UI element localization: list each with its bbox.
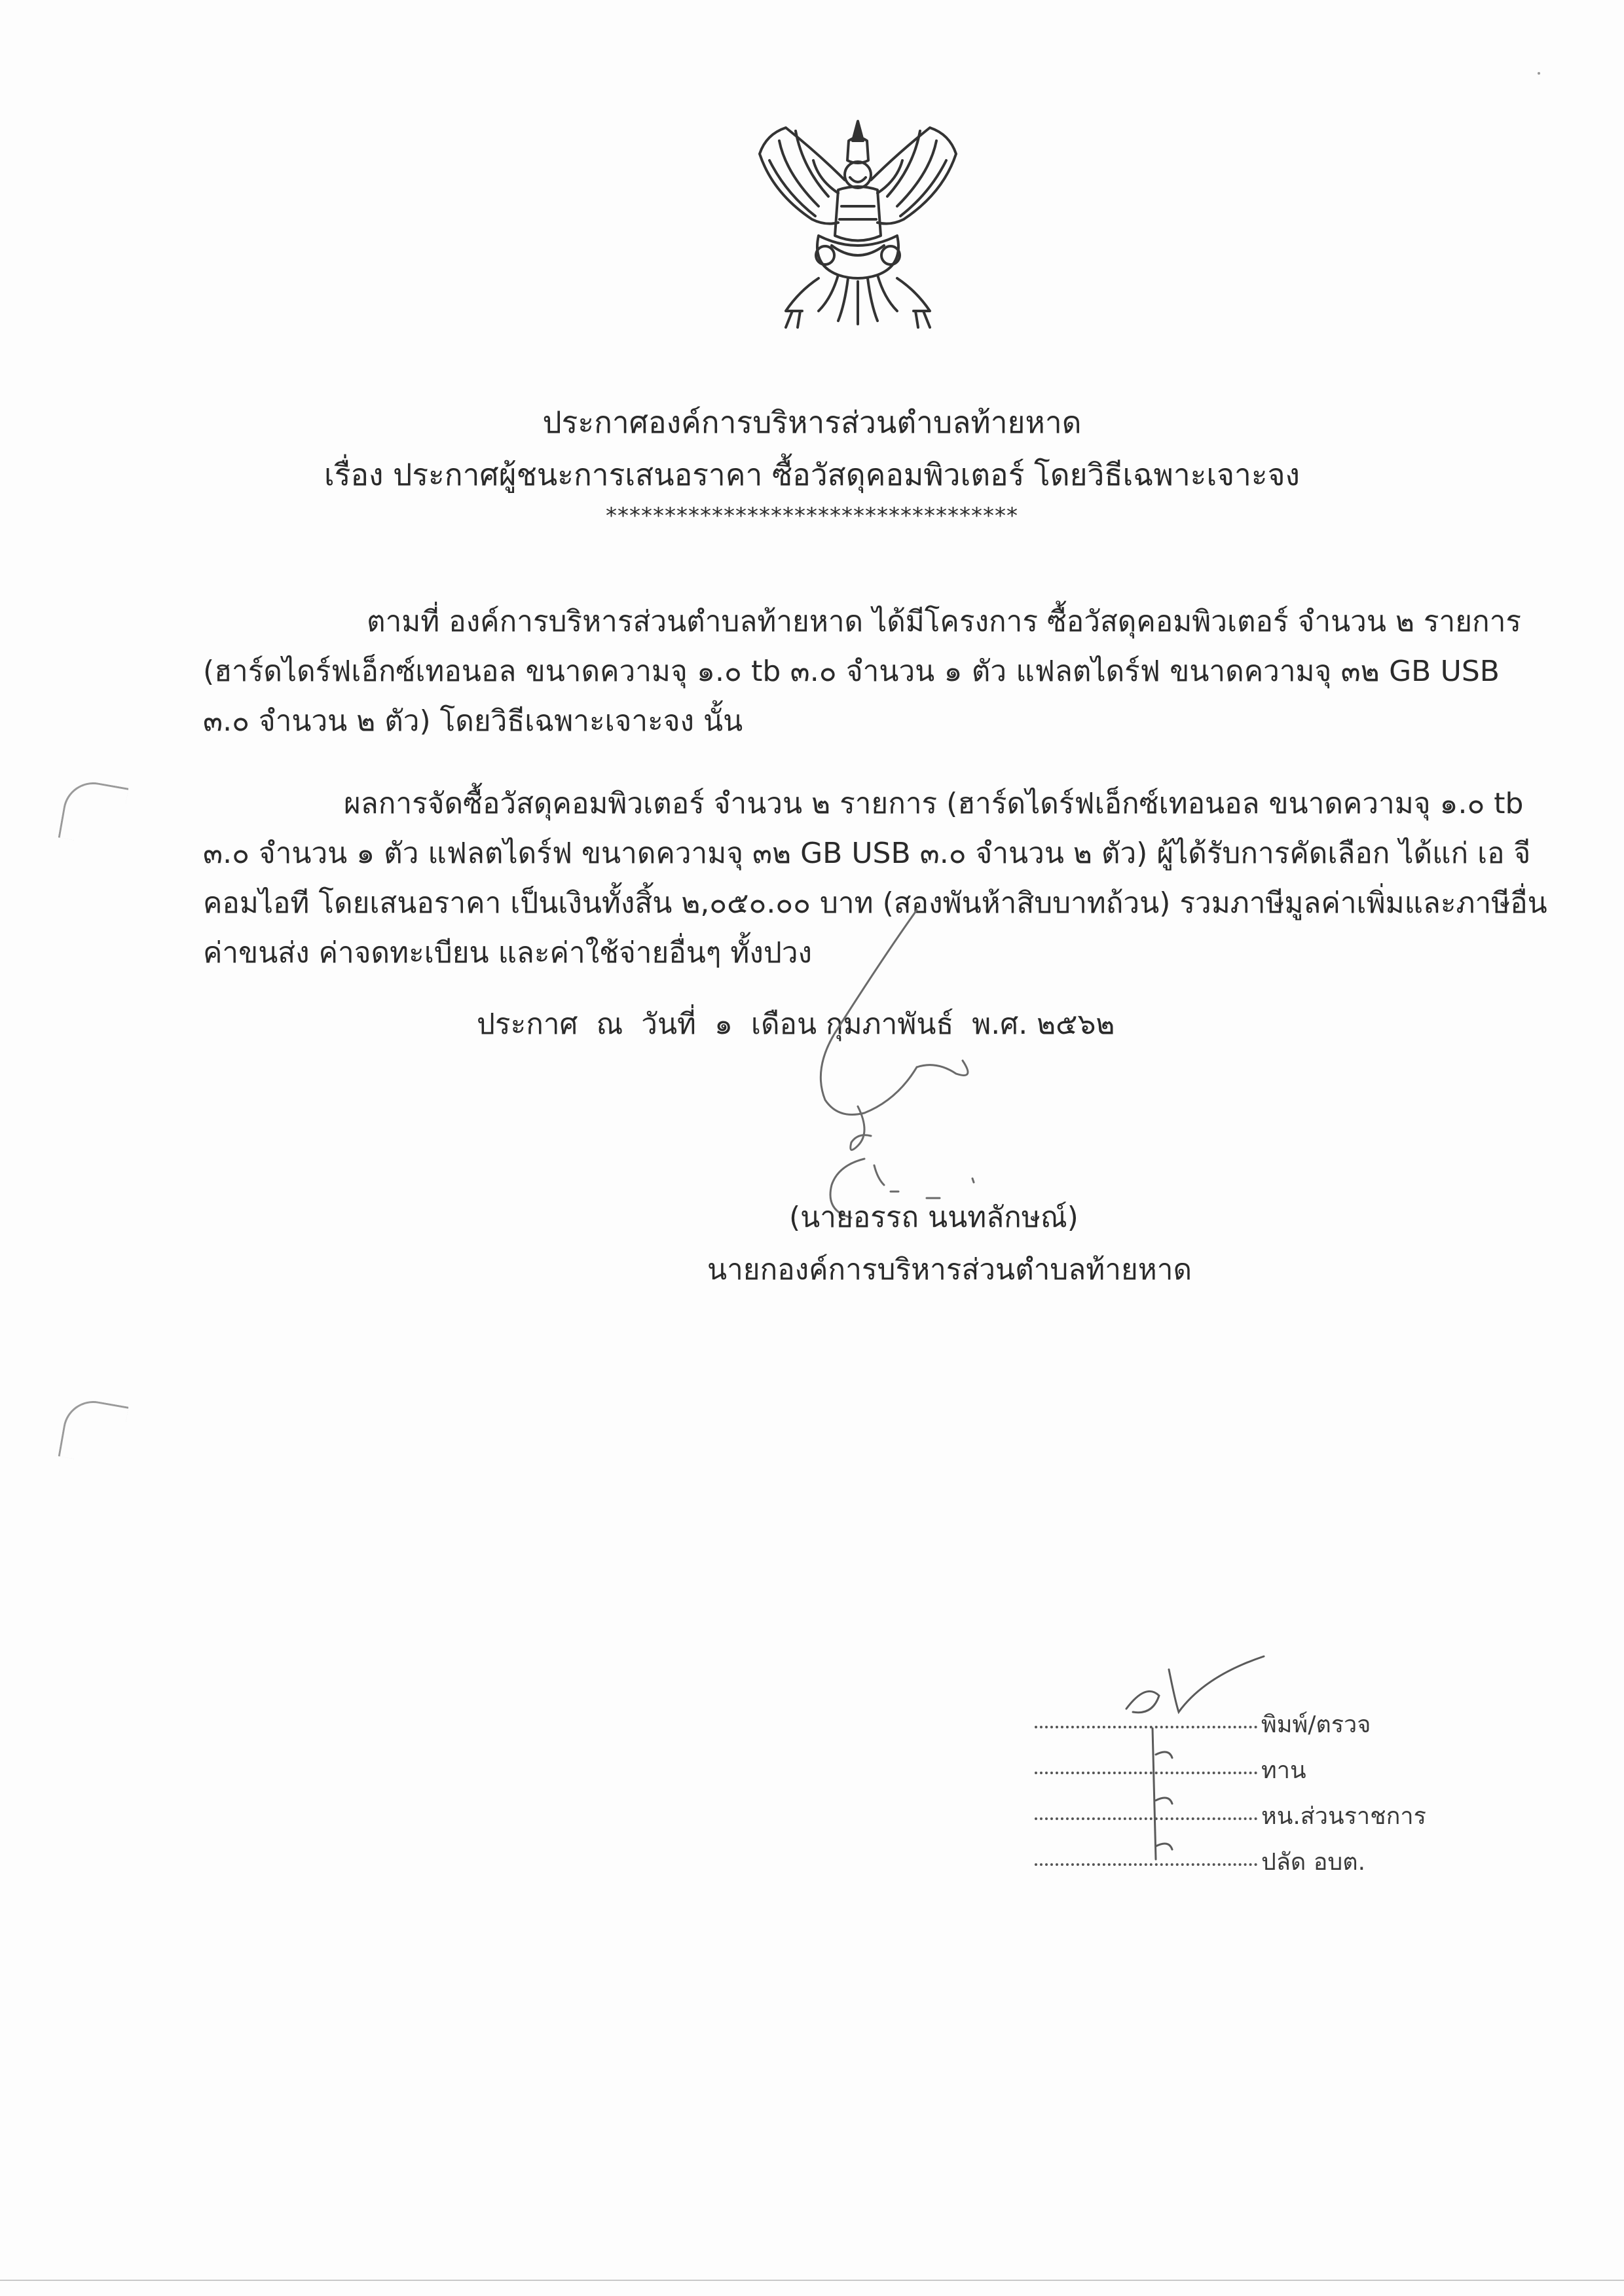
checklist-row [1035, 1756, 1306, 1786]
dotted-line [1035, 1772, 1257, 1774]
punch-hole-mark [58, 1396, 129, 1467]
signatory-name: (นายอรรถ นนทลักษณ์) [789, 1201, 1079, 1234]
checklist-row [1035, 1710, 1371, 1740]
garuda-emblem-icon [740, 115, 976, 337]
document-subject: เรื่อง ประกาศผู้ชนะการเสนอราคา ซื้อวัสดุคอมพิวเตอร์ โดยวิธีเฉพาะเจาะจง [323, 457, 1300, 492]
checklist-row [1035, 1802, 1426, 1832]
announcement-date: ประกาศ ณ วันที่ ๑ เดือน กุมภาพันธ์ พ.ศ. ๒๕๖๒ [477, 1008, 1115, 1041]
paragraph-line: (ฮาร์ดไดร์ฟเอ็กซ์เทอนอล ขนาดความจุ ๑.๐ tb ๓.๐ จำนวน ๑ ตัว แฟลตไดร์ฟ ขนาดความจุ ๓๒ GB USB [203, 655, 1500, 688]
dotted-line [1035, 1817, 1257, 1820]
dotted-line [1035, 1726, 1257, 1728]
handwritten-signature-icon [786, 897, 1061, 1237]
paragraph-line: คอมไอที โดยเสนอราคา เป็นเงินทั้งสิ้น ๒,๐๕๐.๐๐ บาท (สองพันห้าสิบบาทถ้วน) รวมภาษีมูลค่าเพิ่มและภาษีอื่น [203, 886, 1547, 920]
separator-line: *********************************** [606, 503, 1018, 529]
punch-hole-mark [58, 778, 129, 848]
scan-speck [1538, 72, 1540, 75]
checklist-label: ปลัด อบต. [1261, 1849, 1366, 1876]
paragraph-line: ผลการจัดซื้อวัสดุคอมพิวเตอร์ จำนวน ๒ รายการ (ฮาร์ดไดร์ฟเอ็กซ์เทอนอล ขนาดความจุ ๑.๐ tb [344, 787, 1524, 820]
signatory-title: นายกองค์การบริหารส่วนตำบลท้ายหาด [707, 1253, 1192, 1286]
checklist-label: พิมพ์/ตรวจ [1261, 1711, 1371, 1738]
dotted-line [1035, 1863, 1257, 1866]
paragraph-line: ๓.๐ จำนวน ๒ ตัว) โดยวิธีเฉพาะเจาะจง นั้น [203, 704, 743, 738]
paragraph-line: ๓.๐ จำนวน ๑ ตัว แฟลตไดร์ฟ ขนาดความจุ ๓๒ GB USB ๓.๐ จำนวน ๒ ตัว) ผู้ได้รับการคัดเลือก ได้แก่ เอ จี [203, 837, 1531, 870]
scan-edge-line [0, 2280, 1624, 2281]
checklist-label: หน.ส่วนราชการ [1261, 1803, 1426, 1830]
paragraph-line: ค่าขนส่ง ค่าจดทะเบียน และค่าใช้จ่ายอื่นๆ ทั้งปวง [203, 936, 813, 970]
checklist-label: ทาน [1261, 1757, 1306, 1784]
org-title: ประกาศองค์การบริหารส่วนตำบลท้ายหาด [542, 405, 1082, 440]
paragraph-1 [203, 597, 1522, 746]
paragraph-line: ตามที่ องค์การบริหารส่วนตำบลท้ายหาด ได้มีโครงการ ซื้อวัสดุคอมพิวเตอร์ จำนวน ๒ รายการ [367, 605, 1522, 638]
checklist-row [1035, 1848, 1365, 1878]
